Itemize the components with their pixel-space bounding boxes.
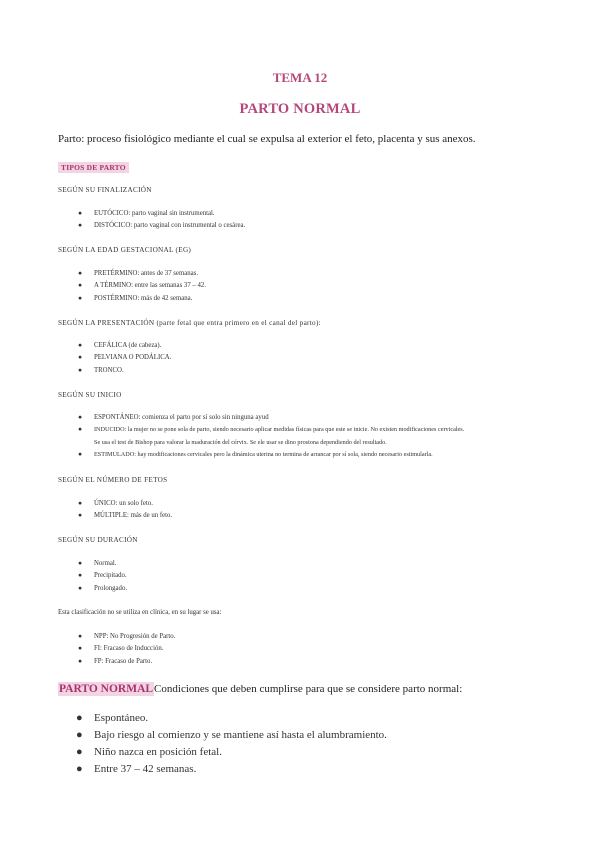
parto-normal-line [58, 683, 462, 695]
bullet-icon: ● [76, 763, 83, 775]
list-item: ● CEFÁLICA (de cabeza). [78, 340, 171, 352]
bullet-icon: ● [78, 645, 83, 653]
list-item: ● ESPONTÁNEO: comienza el parto por sí solo sin ninguna ayud [78, 412, 558, 424]
clasificacion-note: Esta clasificación no se utiliza en clínica, en su lugar se usa: [58, 609, 222, 616]
bullet-icon: ● [78, 210, 83, 217]
list-item: ● Bajo riesgo al comienzo y se mantiene así hasta el alumbramiento. [76, 727, 387, 744]
bullet-icon: ● [78, 354, 83, 362]
list-item: ● Espontáneo. [76, 710, 387, 727]
list-item: ● Normal. [78, 558, 127, 570]
list-item: ● MÚLTIPLE: más de un feto. [78, 510, 172, 522]
list-parto-normal [76, 710, 387, 778]
topic-number: TEMA 12 [272, 70, 328, 85]
bullet-icon: ● [78, 342, 83, 349]
list-numero [78, 498, 172, 523]
list-item: ● PRETÉRMINO: antes de 37 semanas. [78, 268, 206, 280]
list-duracion [78, 558, 127, 595]
list-item: ● Prolongado. [78, 583, 127, 595]
list-item: ● FP: Fracaso de Parto. [78, 656, 175, 668]
bullet-icon: ● [76, 729, 83, 741]
section-heading-numero: SEGÚN EL NÚMERO DE FETOS [58, 476, 168, 484]
list-item: ● PELVIANA O PODÁLICA. [78, 352, 171, 364]
bullet-icon: ● [78, 584, 83, 592]
list-item: ● Entre 37 – 42 semanas. [76, 761, 387, 778]
section-heading-presentacion: SEGÚN LA PRESENTACIÓN (parte fetal que entra primero en el canal del parto): [58, 319, 321, 327]
section-heading-duracion: SEGÚN SU DURACIÓN [58, 536, 138, 544]
list-item: ● INDUCIDO: la mujer no se pone sola de parto, siendo necesario aplicar medidas físicas para que este se inicie. No existen modificaciones cervicales. Se usa el test de Bishop para valorar la maduración del cérvix. Se ele usar se dino prostona dependiendo del resultado. [78, 424, 558, 449]
bullet-icon: ● [78, 560, 83, 567]
intro-definition: Parto: proceso fisiológico mediante el cual se expulsa al exterior el feto, placenta y sus anexos. [58, 133, 476, 145]
list-item: ● ESTIMULADO: hay modificaciones cervicales pero la dinámica uterina no termina de arrancar por sí sola, siendo necesario estimularla. [78, 449, 558, 461]
list-inicio [78, 412, 558, 462]
bullet-icon: ● [76, 712, 83, 724]
bullet-icon: ● [78, 426, 83, 434]
list-edad [78, 268, 206, 305]
list-item: ● DISTÓCICO: parto vaginal con instrumental o cesárea. [78, 220, 245, 232]
list-item: ● NPP: No Progresión de Parto. [78, 631, 175, 643]
bullet-icon: ● [76, 746, 83, 758]
bullet-icon: ● [78, 282, 83, 290]
bullet-icon: ● [78, 657, 83, 665]
list-finalizacion [78, 208, 245, 233]
parto-normal-label: PARTO NORMAL [59, 683, 154, 695]
parto-normal-text: Condiciones que deben cumplirse para que se considere parto normal: [154, 683, 463, 695]
bullet-icon: ● [78, 572, 83, 580]
list-item: ● POSTÉRMINO: más de 42 semana. [78, 293, 206, 305]
list-item: ● EUTÓCICO: parto vaginal sin instrumental. [78, 208, 245, 220]
list-presentacion [78, 340, 171, 377]
list-item: ● Precipitado. [78, 570, 127, 582]
list-item: ● FI: Fracaso de Inducción. [78, 643, 175, 655]
list-item: ● Niño nazca en posición fetal. [76, 744, 387, 761]
list-item: ● ÚNICO: un solo feto. [78, 498, 172, 510]
section-heading-edad: SEGÚN LA EDAD GESTACIONAL (EG) [58, 246, 192, 254]
bullet-icon: ● [78, 500, 83, 507]
list-item: ● TRONCO. [78, 365, 171, 377]
bullet-icon: ● [78, 633, 83, 640]
bullet-icon: ● [78, 222, 83, 230]
bullet-icon: ● [78, 366, 83, 374]
bullet-icon: ● [78, 270, 83, 277]
bullet-icon: ● [78, 512, 83, 520]
section-heading-finalizacion: SEGÚN SU FINALIZACIÓN [58, 186, 152, 194]
list-clasificacion [78, 631, 175, 668]
list-item: ● A TÉRMINO: entre las semanas 37 – 42. [78, 280, 206, 292]
bullet-icon: ● [78, 294, 83, 302]
bullet-icon: ● [78, 414, 83, 421]
tipos-de-parto-label: TIPOS DE PARTO [58, 162, 129, 173]
section-heading-inicio: SEGÚN SU INICIO [58, 391, 122, 399]
inducido-continuation: Se usa el test de Bishop para valorar la maduración del cérvix. Se ele usar se dino prostona dependiendo del resultado. [94, 438, 387, 446]
bullet-icon: ● [78, 451, 83, 459]
page-title: PARTO NORMAL [239, 101, 361, 117]
